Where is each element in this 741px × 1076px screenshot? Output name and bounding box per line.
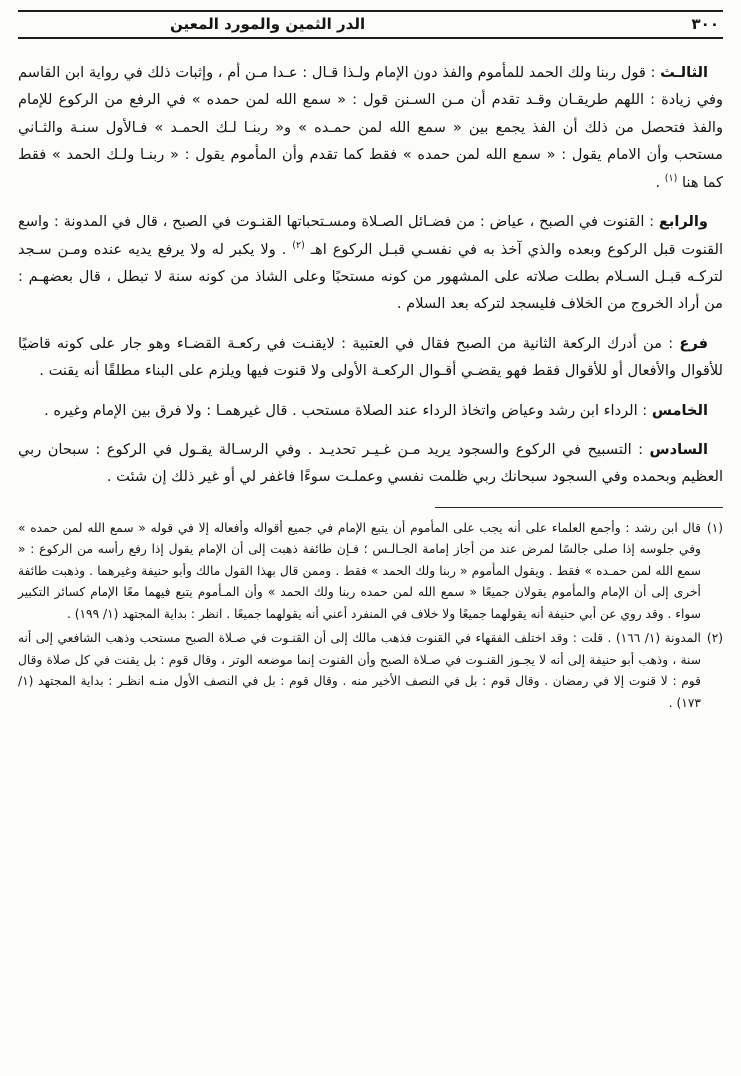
- paragraph-separator: :: [645, 64, 661, 81]
- paragraph-separator: :: [661, 334, 680, 352]
- paragraph-text: الرداء ابن رشد وعياض واتخاذ الرداء عند الصلاة مستحب . قال غيرهمـا : ولا فرق بين الإمام وغيره .: [44, 401, 638, 419]
- page-number: ٣٠٠: [691, 15, 719, 33]
- paragraph-text: التسبيح في الركوع والسجود يريد مـن غـيـر تحديـد . وفي الرسـالة يقـول في الركوع : سبحان ربي العظيم وبحمده وفي السجود سبحانك ربي ظلمت نفسي وعملـت سوءًا فاغفر لي أو غير ذلك إن شئت .: [18, 441, 723, 486]
- paragraph-branch: [18, 330, 723, 385]
- footnote-marker: (١): [706, 520, 723, 535]
- footnote-separator: [435, 507, 723, 508]
- footnote-marker: (٢): [706, 631, 723, 646]
- footnote-text: قال ابن رشد : وأجمع العلماء على أنه يجب على المأموم أن يتبع الإمام في جميع أقواله وأفعاله إلا في قوله « سمع الله لمن حمده » وفي جلوسه إذا صلى جالسًا لمرض عند من أجاز إمامة الجـالـس ؛ فـإن طائفة ذهبت إلى أن الإمام يقول إذا رفع رأسه من الركوع : « سمع الله لمن حمـده » فقط . ويقول المأموم « ربنا ولك الحمد » فقط . وممن قال بهذا القول مالك وأبو حنيفة وغيرهما . وذهبت طائفة أخرى إلى أن الإمام والمأموم يقولان جميعًا « سمع الله لمن حمده ربنا ولك الحمد » وأن المـأموم يتبع فيهما معًا الإمام كسائر التكبير سواء . وقد روي عن أبي حنيفة أنه يقولهما جميعًا ولا خلاف في المنفرد أعني أنه يقولهما جميعًا . انظر : بداية المجتهد (١/ ١٩٩) .: [18, 520, 701, 621]
- paragraph-label: الخامس: [651, 401, 708, 419]
- paragraph-separator: :: [644, 213, 659, 231]
- paragraph-tail: . ولا يكبر له ولا يرفع يديه عنده ومـن سـجد لتركـه قبـل السـلام بطلت صلاته على المشهور من كونه مستحبًا وعلى الشاذ من كونه سنة لا تبطل ، قال بعضهـم : من أراد الخروج من الخلاف فليسجد لتركه بعد السلام .: [18, 240, 723, 313]
- paragraph-label: فرع: [679, 334, 708, 352]
- paragraph-tail: .: [655, 173, 665, 191]
- paragraph-label: الثالـث: [660, 64, 709, 81]
- paragraph-text: من أدرك الركعة الثانية من الصبح فقال في العتبية : لايقنـت في ركعـة القضـاء وهو جار على كونه قاضيًا للأقوال والأفعال أو للأقوال فقط فهو يقضـي أقـوال الركعـة الأولى ولا قنوت فيها ويلزم على البناء مطلقًا أنه يقنت .: [18, 334, 723, 380]
- footnote-text: المدونة (١/ ١٦٦) . قلت : وقد اختلف الفقهاء في القنوت فذهب مالك إلى أن القنـوت في صـلاة الصبح مستحب وذهب الشافعي إلى أنه سنة ، وذهب أبو حنيفة إلى أنه لا يجـوز القنـوت في صـلاة الصبح وأن القنوت إنما موضعه الوتر ، وقال قوم : بل يقنت في كل صلاة وقال قوم : لا قنوت إلا في رمضان . وقال قوم : بل في النصف الأخير منه . وقال قوم : بل في النصف الأول منـه انظـر : بداية المجتهد (١/ ١٧٣) .: [18, 631, 701, 710]
- paragraph-fourth: [18, 208, 723, 318]
- header-content: [22, 15, 719, 33]
- footnote-ref-1: (١): [664, 172, 678, 184]
- footnote-ref-2: (٢): [292, 239, 305, 251]
- paragraph-label: والرابع: [658, 213, 708, 231]
- paragraph-text: القنوت في الصبح ، عياض : من فضـائل الصـلاة ومسـتحباتها القنـوت في الصبح ، قال في المدونة : واسع القنوت قبل الركوع وبعده والذي آخذ به في نفسـي قبـل الركوع اهـ: [18, 213, 723, 258]
- paragraph-text: قول ربنا ولك الحمد للمأموم والفذ دون الإمام ولـذا قـال : عـدا مـن أم ، وإثبات ذلك في رواية ابن القاسم وفي زيادة : اللهم طريقـان وقـد تقدم أن مـن السـنن قول : « سمع الله لمن حمده » في الرفع من الركوع للإمام والفذ فتحصل من ذلك أن الفذ يجمع بين « سمع الله لمن حمـده » و« ربنـا لـك الحمـد » فـالأول سنـة والثـاني مستحب وأن الامام يقول : « سمع الله لمن حمده » فقط كما تقدم وأن المأموم يقول : « ربنـا ولـك الحمد » فقط كما هنا: [18, 64, 723, 191]
- footnotes-section: [18, 518, 723, 714]
- footnote-1: [18, 518, 723, 625]
- paragraph-sixth: [18, 436, 723, 491]
- paragraph-label: السادس: [649, 441, 708, 459]
- paragraph-separator: :: [631, 441, 650, 459]
- book-title: الدر الثمين والمورد المعين: [170, 15, 366, 33]
- footnote-2: [18, 628, 723, 714]
- paragraph-fifth: [18, 397, 723, 424]
- body-text: [18, 59, 723, 491]
- paragraph-third: [18, 59, 723, 196]
- paragraph-separator: :: [637, 401, 652, 419]
- page-header: [18, 10, 723, 39]
